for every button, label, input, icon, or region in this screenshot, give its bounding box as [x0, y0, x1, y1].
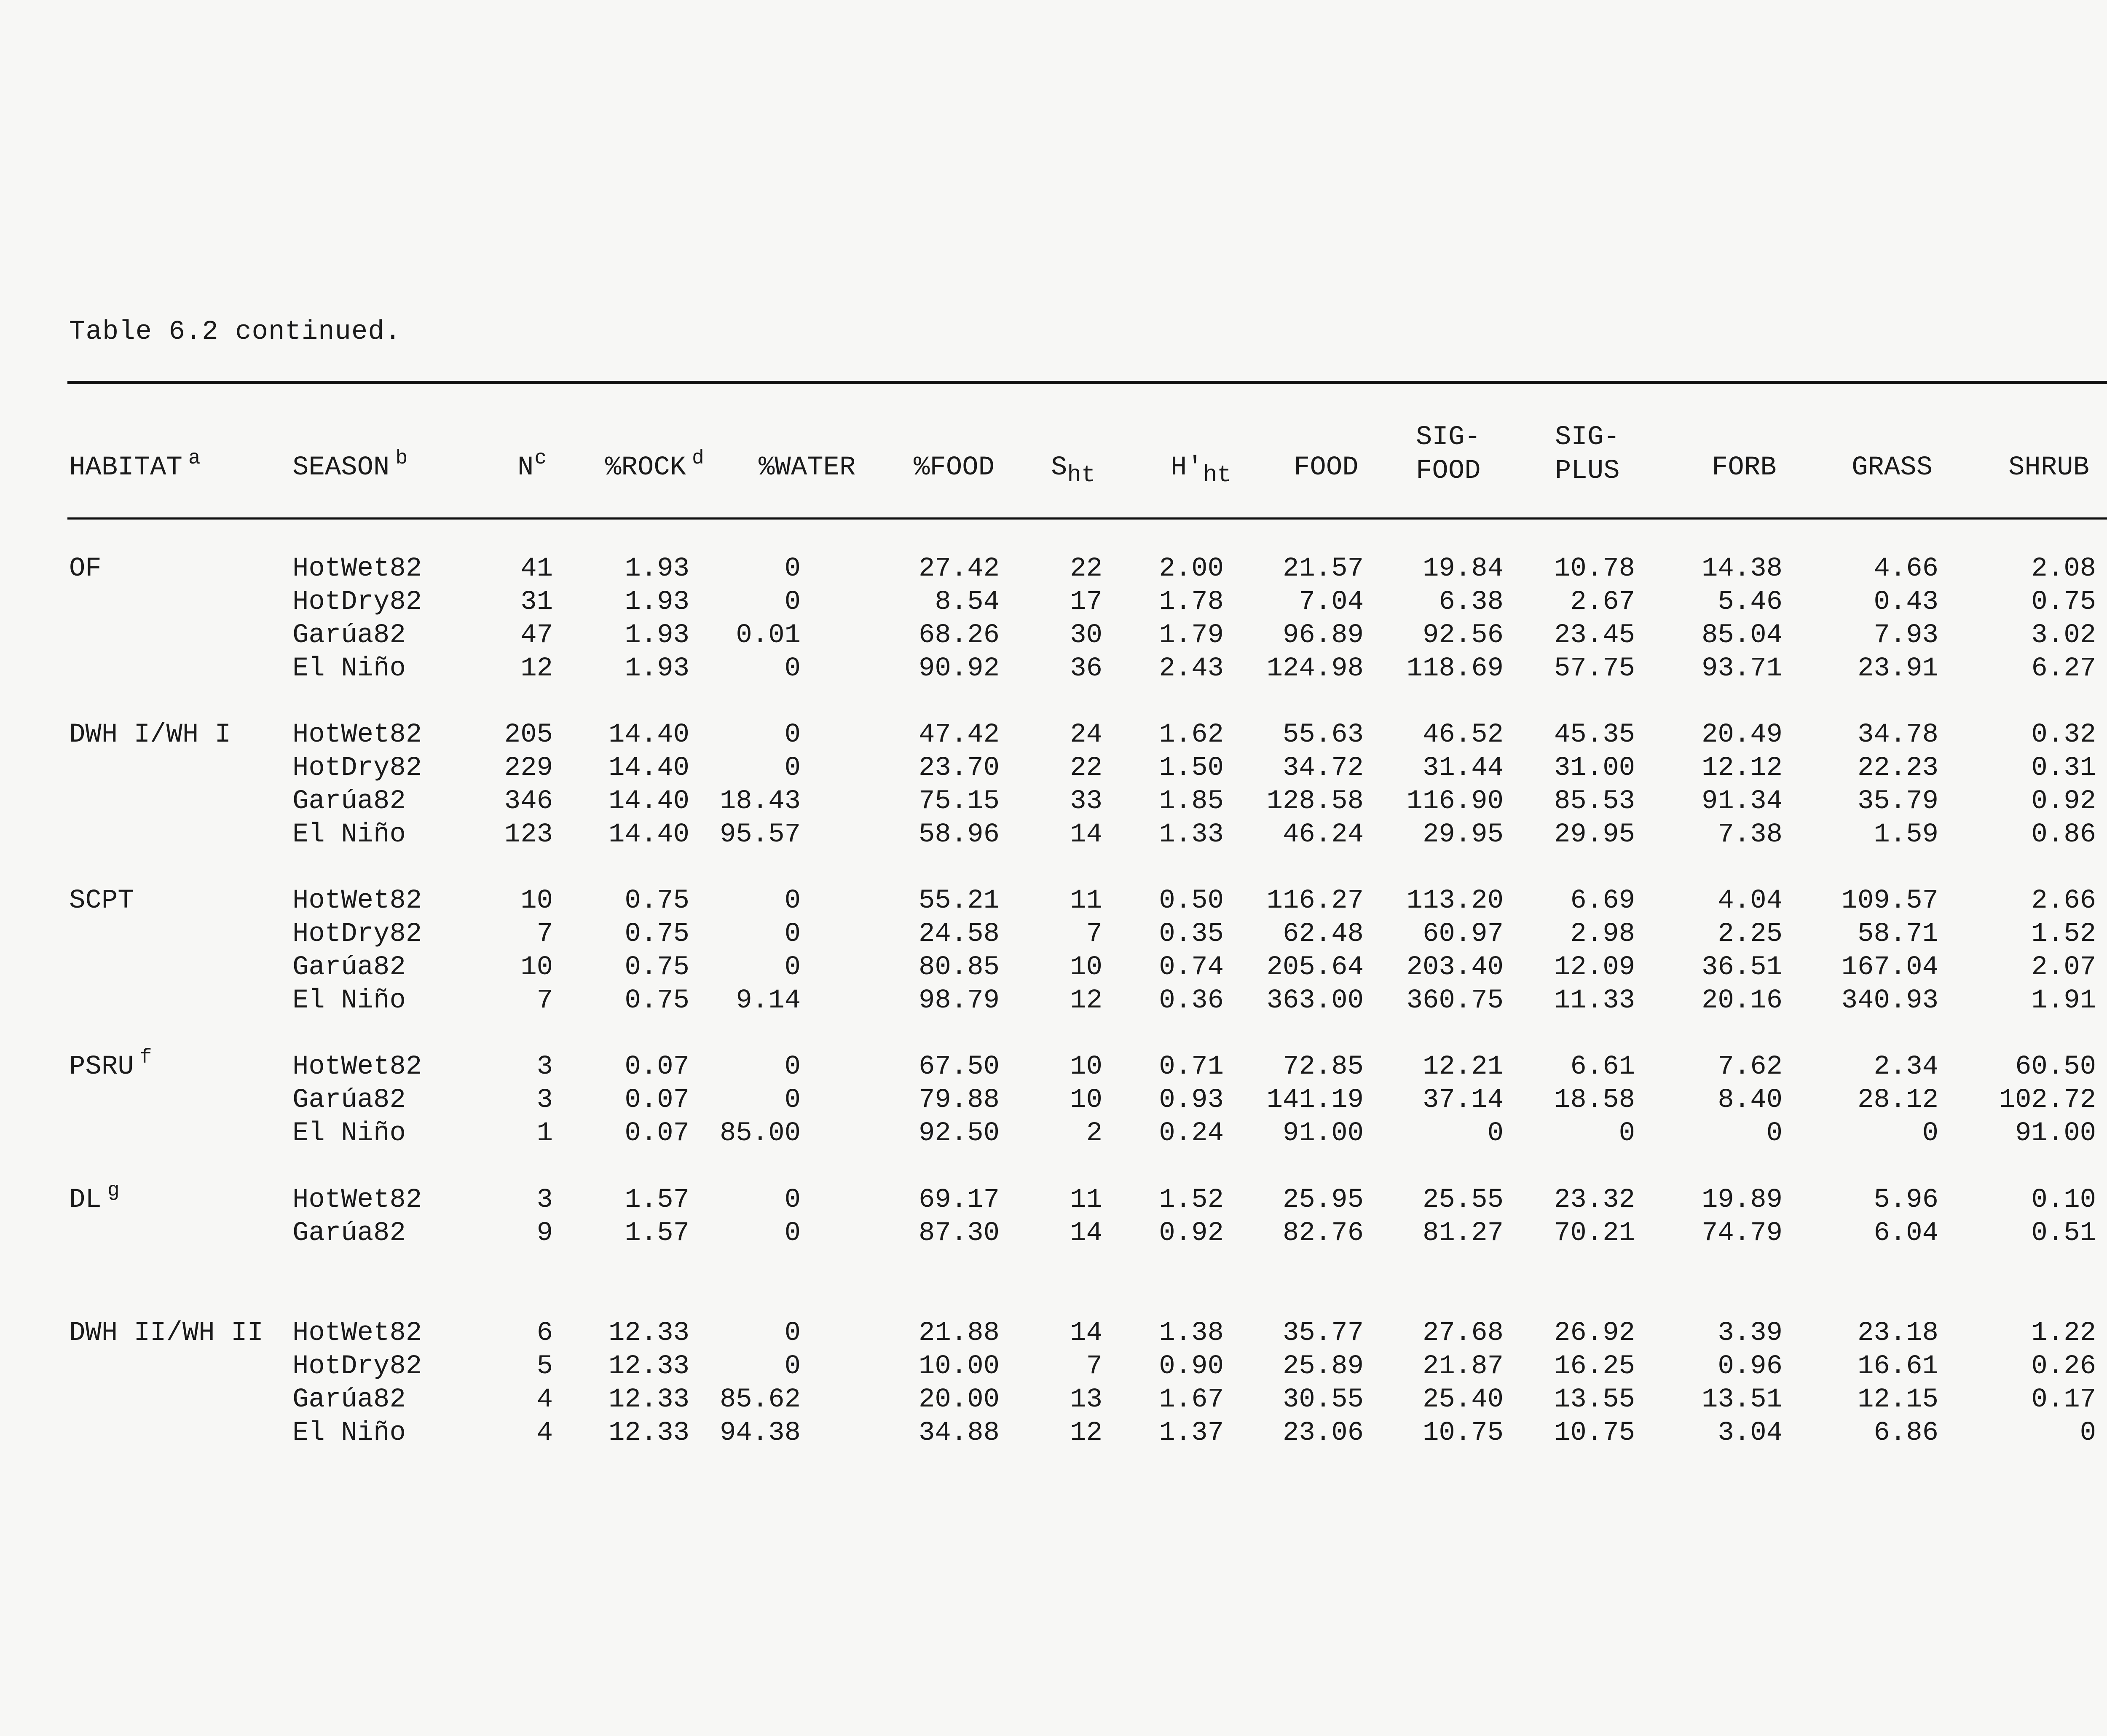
cell-sig-food: 12.21	[1422, 1052, 1504, 1082]
cell-water: 0	[784, 1085, 801, 1115]
cell-h-ht: 0.50	[1159, 886, 1224, 916]
cell-forb: 8.40	[1718, 1085, 1783, 1115]
habitat-label: SCPT	[69, 886, 134, 916]
cell-forb: 12.12	[1701, 753, 1783, 783]
cell-sig-plus: 31.00	[1554, 753, 1635, 783]
cell-forb: 5.46	[1718, 587, 1783, 617]
cell-shrub: 0.92	[2031, 786, 2096, 817]
cell-sig-food: 21.87	[1422, 1351, 1504, 1382]
cell-pfood: 23.70	[918, 753, 1000, 783]
header-shrub: SHRUB	[2008, 453, 2090, 483]
cell-grass: 4.66	[1874, 554, 1938, 584]
cell-n: 10	[520, 952, 553, 983]
season-label: Garúa82	[292, 1218, 406, 1248]
cell-shrub: 0.31	[2031, 753, 2096, 783]
cell-grass: 6.86	[1874, 1418, 1938, 1448]
cell-rock: 0.07	[625, 1085, 689, 1115]
cell-s-ht: 14	[1070, 1318, 1102, 1348]
cell-pfood: 24.58	[918, 919, 1000, 949]
season-label: El Niño	[292, 986, 406, 1016]
cell-h-ht: 2.00	[1159, 554, 1224, 584]
cell-n: 123	[504, 820, 553, 850]
cell-food: 30.55	[1282, 1385, 1364, 1415]
cell-food: 72.85	[1282, 1052, 1364, 1082]
cell-sig-food: 116.90	[1406, 786, 1504, 817]
cell-sig-food: 46.52	[1422, 720, 1504, 750]
cell-sig-plus: 29.95	[1554, 820, 1635, 850]
cell-rock: 12.33	[608, 1418, 689, 1448]
cell-sig-food: 203.40	[1406, 952, 1504, 983]
cell-n: 7	[536, 986, 553, 1016]
cell-rock: 1.93	[625, 587, 689, 617]
cell-water: 0.01	[736, 620, 801, 651]
cell-water: 85.00	[719, 1118, 801, 1149]
season-label: El Niño	[292, 1118, 406, 1149]
cell-food: 62.48	[1282, 919, 1364, 949]
cell-n: 6	[536, 1318, 553, 1348]
cell-sig-food: 113.20	[1406, 886, 1504, 916]
season-label: Garúa82	[292, 1085, 406, 1115]
cell-grass: 167.04	[1841, 952, 1938, 983]
cell-sig-food: 10.75	[1422, 1418, 1504, 1448]
season-label: Garúa82	[292, 952, 406, 983]
cell-n: 1	[536, 1118, 553, 1149]
cell-grass: 0	[1922, 1118, 1938, 1149]
cell-forb: 3.04	[1718, 1418, 1783, 1448]
cell-shrub: 2.07	[2031, 952, 2096, 983]
cell-water: 0	[784, 1351, 801, 1382]
cell-h-ht: 1.38	[1159, 1318, 1224, 1348]
cell-shrub: 1.52	[2031, 919, 2096, 949]
cell-food: 363.00	[1266, 986, 1364, 1016]
cell-sig-food: 92.56	[1422, 620, 1504, 651]
season-label: HotDry82	[292, 753, 422, 783]
cell-sig-plus: 12.09	[1554, 952, 1635, 983]
cell-water: 0	[784, 1052, 801, 1082]
cell-s-ht: 10	[1070, 1052, 1102, 1082]
cell-pfood: 98.79	[918, 986, 1000, 1016]
cell-s-ht: 11	[1070, 1185, 1102, 1215]
cell-shrub: 102.72	[1999, 1085, 2096, 1115]
cell-food: 91.00	[1282, 1118, 1364, 1149]
habitat-label: DWH I/WH I	[69, 720, 231, 750]
cell-grass: 35.79	[1857, 786, 1938, 817]
cell-rock: 0.07	[625, 1118, 689, 1149]
cell-forb: 36.51	[1701, 952, 1783, 983]
habitat-label: DWH II/WH II	[69, 1318, 263, 1348]
cell-grass: 1.59	[1874, 820, 1938, 850]
header-h-ht: H'ht	[1171, 453, 1232, 488]
cell-rock: 12.33	[608, 1385, 689, 1415]
cell-s-ht: 10	[1070, 1085, 1102, 1115]
cell-water: 0	[784, 654, 801, 684]
season-label: HotDry82	[292, 1351, 422, 1382]
cell-sig-food: 118.69	[1406, 654, 1504, 684]
cell-rock: 0.75	[625, 986, 689, 1016]
cell-sig-plus: 6.61	[1570, 1052, 1635, 1082]
cell-pfood: 90.92	[918, 654, 1000, 684]
cell-food: 34.72	[1282, 753, 1364, 783]
header-food: FOOD	[1294, 453, 1359, 483]
cell-forb: 19.89	[1701, 1185, 1783, 1215]
cell-s-ht: 2	[1086, 1118, 1102, 1149]
cell-n: 7	[536, 919, 553, 949]
cell-pfood: 34.88	[918, 1418, 1000, 1448]
cell-h-ht: 0.71	[1159, 1052, 1224, 1082]
cell-food: 124.98	[1266, 654, 1364, 684]
cell-h-ht: 1.33	[1159, 820, 1224, 850]
cell-sig-plus: 45.35	[1554, 720, 1635, 750]
cell-water: 0	[784, 919, 801, 949]
cell-sig-plus: 57.75	[1554, 654, 1635, 684]
cell-n: 3	[536, 1052, 553, 1082]
cell-pfood: 69.17	[918, 1185, 1000, 1215]
cell-s-ht: 22	[1070, 753, 1102, 783]
cell-rock: 1.93	[625, 620, 689, 651]
cell-grass: 7.93	[1874, 620, 1938, 651]
cell-sig-plus: 6.69	[1570, 886, 1635, 916]
cell-grass: 0.43	[1874, 587, 1938, 617]
cell-rock: 1.93	[625, 654, 689, 684]
season-label: El Niño	[292, 820, 406, 850]
cell-grass: 58.71	[1857, 919, 1938, 949]
cell-water: 0	[784, 587, 801, 617]
cell-rock: 12.33	[608, 1318, 689, 1348]
cell-h-ht: 0.74	[1159, 952, 1224, 983]
cell-s-ht: 14	[1070, 1218, 1102, 1248]
cell-food: 128.58	[1266, 786, 1364, 817]
cell-s-ht: 33	[1070, 786, 1102, 817]
cell-forb: 0	[1766, 1118, 1783, 1149]
cell-forb: 14.38	[1701, 554, 1783, 584]
cell-grass: 28.12	[1857, 1085, 1938, 1115]
cell-pfood: 8.54	[935, 587, 1000, 617]
cell-n: 3	[536, 1185, 553, 1215]
cell-n: 10	[520, 886, 553, 916]
cell-s-ht: 17	[1070, 587, 1102, 617]
cell-grass: 34.78	[1857, 720, 1938, 750]
cell-water: 18.43	[719, 786, 801, 817]
cell-sig-plus: 10.78	[1554, 554, 1635, 584]
cell-n: 4	[536, 1418, 553, 1448]
cell-sig-plus: 70.21	[1554, 1218, 1635, 1248]
cell-forb: 74.79	[1701, 1218, 1783, 1248]
cell-h-ht: 1.85	[1159, 786, 1224, 817]
cell-grass: 340.93	[1841, 986, 1938, 1016]
cell-h-ht: 2.43	[1159, 654, 1224, 684]
header-habitat: HABITAT $^a$	[69, 447, 201, 483]
cell-n: 229	[504, 753, 553, 783]
season-label: Garúa82	[292, 786, 406, 817]
cell-grass: 23.18	[1857, 1318, 1938, 1348]
cell-h-ht: 1.62	[1159, 720, 1224, 750]
cell-sig-food: 19.84	[1422, 554, 1504, 584]
cell-h-ht: 1.67	[1159, 1385, 1224, 1415]
cell-s-ht: 7	[1086, 1351, 1102, 1382]
header-n: $N^c$	[517, 447, 547, 483]
table-caption: Table 6.2 continued.	[69, 317, 402, 347]
cell-shrub: 1.91	[2031, 986, 2096, 1016]
cell-s-ht: 13	[1070, 1385, 1102, 1415]
cell-h-ht: 1.50	[1159, 753, 1224, 783]
cell-food: 23.06	[1282, 1418, 1364, 1448]
cell-n: 31	[520, 587, 553, 617]
cell-forb: 7.38	[1718, 820, 1783, 850]
cell-n: 9	[536, 1218, 553, 1248]
season-label: HotWet82	[292, 1318, 422, 1348]
header-sig-plus: SIG- PLUS	[1555, 422, 1620, 486]
cell-grass: 5.96	[1874, 1185, 1938, 1215]
cell-forb: 20.49	[1701, 720, 1783, 750]
season-label: Garúa82	[292, 620, 406, 651]
cell-pfood: 92.50	[918, 1118, 1000, 1149]
cell-pfood: 79.88	[918, 1085, 1000, 1115]
season-label: HotDry82	[292, 587, 422, 617]
cell-rock: 14.40	[608, 753, 689, 783]
cell-h-ht: 0.92	[1159, 1218, 1224, 1248]
cell-sig-food: 31.44	[1422, 753, 1504, 783]
cell-s-ht: 7	[1086, 919, 1102, 949]
cell-h-ht: 0.90	[1159, 1351, 1224, 1382]
cell-pfood: 10.00	[918, 1351, 1000, 1382]
cell-s-ht: 36	[1070, 654, 1102, 684]
cell-water: 9.14	[736, 986, 801, 1016]
cell-shrub: 60.50	[2015, 1052, 2096, 1082]
cell-water: 0	[784, 1185, 801, 1215]
cell-shrub: 0	[2080, 1418, 2096, 1448]
cell-sig-food: 27.68	[1422, 1318, 1504, 1348]
season-label: HotWet82	[292, 886, 422, 916]
cell-sig-food: 37.14	[1422, 1085, 1504, 1115]
habitat-label: OF	[69, 554, 102, 584]
cell-sig-plus: 85.53	[1554, 786, 1635, 817]
cell-food: 116.27	[1266, 886, 1364, 916]
cell-sig-food: 25.40	[1422, 1385, 1504, 1415]
cell-pfood: 87.30	[918, 1218, 1000, 1248]
cell-grass: 16.61	[1857, 1351, 1938, 1382]
cell-h-ht: 0.35	[1159, 919, 1224, 949]
cell-water: 0	[784, 886, 801, 916]
cell-pfood: 75.15	[918, 786, 1000, 817]
header-s-ht: Sht	[1051, 453, 1096, 488]
cell-h-ht: 0.93	[1159, 1085, 1224, 1115]
cell-forb: 0.96	[1718, 1351, 1783, 1382]
cell-n: 41	[520, 554, 553, 584]
cell-sig-plus: 16.25	[1554, 1351, 1635, 1382]
cell-grass: 12.15	[1857, 1385, 1938, 1415]
cell-shrub: 2.66	[2031, 886, 2096, 916]
cell-forb: 3.39	[1718, 1318, 1783, 1348]
habitat-label: DL $^g$	[69, 1179, 120, 1215]
cell-shrub: 2.08	[2031, 554, 2096, 584]
cell-sig-plus: 2.98	[1570, 919, 1635, 949]
season-label: HotWet82	[292, 1052, 422, 1082]
cell-forb: 85.04	[1701, 620, 1783, 651]
cell-pfood: 80.85	[918, 952, 1000, 983]
cell-rock: 0.75	[625, 952, 689, 983]
cell-s-ht: 11	[1070, 886, 1102, 916]
cell-sig-food: 0	[1487, 1118, 1504, 1149]
cell-shrub: 0.75	[2031, 587, 2096, 617]
cell-pfood: 58.96	[918, 820, 1000, 850]
cell-s-ht: 22	[1070, 554, 1102, 584]
cell-water: 0	[784, 952, 801, 983]
cell-grass: 109.57	[1841, 886, 1938, 916]
cell-shrub: 0.10	[2031, 1185, 2096, 1215]
cell-h-ht: 1.52	[1159, 1185, 1224, 1215]
cell-pfood: 27.42	[918, 554, 1000, 584]
cell-s-ht: 24	[1070, 720, 1102, 750]
cell-rock: 14.40	[608, 820, 689, 850]
cell-food: 55.63	[1282, 720, 1364, 750]
cell-food: 46.24	[1282, 820, 1364, 850]
season-label: Garúa82	[292, 1385, 406, 1415]
cell-sig-plus: 23.32	[1554, 1185, 1635, 1215]
cell-s-ht: 12	[1070, 1418, 1102, 1448]
cell-sig-food: 360.75	[1406, 986, 1504, 1016]
cell-forb: 91.34	[1701, 786, 1783, 817]
cell-sig-plus: 18.58	[1554, 1085, 1635, 1115]
cell-shrub: 91.00	[2015, 1118, 2096, 1149]
cell-h-ht: 1.37	[1159, 1418, 1224, 1448]
cell-sig-plus: 26.92	[1554, 1318, 1635, 1348]
habitat-label: PSRU $^f$	[69, 1046, 152, 1082]
header-grass: GRASS	[1852, 453, 1933, 483]
cell-sig-plus: 10.75	[1554, 1418, 1635, 1448]
cell-h-ht: 0.36	[1159, 986, 1224, 1016]
cell-forb: 20.16	[1701, 986, 1783, 1016]
cell-rock: 14.40	[608, 786, 689, 817]
cell-pfood: 68.26	[918, 620, 1000, 651]
cell-n: 3	[536, 1085, 553, 1115]
cell-sig-food: 81.27	[1422, 1218, 1504, 1248]
cell-sig-food: 25.55	[1422, 1185, 1504, 1215]
cell-forb: 2.25	[1718, 919, 1783, 949]
cell-h-ht: 1.78	[1159, 587, 1224, 617]
cell-s-ht: 30	[1070, 620, 1102, 651]
cell-sig-plus: 11.33	[1554, 986, 1635, 1016]
header-pfood: %FOOD	[914, 453, 995, 483]
cell-shrub: 0.51	[2031, 1218, 2096, 1248]
cell-water: 95.57	[719, 820, 801, 850]
cell-rock: 1.93	[625, 554, 689, 584]
header-rock: %ROCK $^d$	[605, 447, 704, 483]
season-label: HotWet82	[292, 720, 422, 750]
cell-s-ht: 12	[1070, 986, 1102, 1016]
cell-grass: 6.04	[1874, 1218, 1938, 1248]
cell-shrub: 0.32	[2031, 720, 2096, 750]
cell-grass: 2.34	[1874, 1052, 1938, 1082]
cell-forb: 93.71	[1701, 654, 1783, 684]
cell-pfood: 21.88	[918, 1318, 1000, 1348]
cell-water: 0	[784, 753, 801, 783]
cell-n: 47	[520, 620, 553, 651]
cell-rock: 1.57	[625, 1185, 689, 1215]
cell-rock: 0.07	[625, 1052, 689, 1082]
cell-forb: 13.51	[1701, 1385, 1783, 1415]
cell-sig-food: 6.38	[1439, 587, 1504, 617]
cell-water: 94.38	[719, 1418, 801, 1448]
cell-h-ht: 1.79	[1159, 620, 1224, 651]
cell-n: 12	[520, 654, 553, 684]
cell-forb: 7.62	[1718, 1052, 1783, 1082]
cell-shrub: 6.27	[2031, 654, 2096, 684]
cell-food: 205.64	[1266, 952, 1364, 983]
header-season: SEASON $^b$	[292, 447, 408, 483]
cell-food: 25.95	[1282, 1185, 1364, 1215]
cell-n: 205	[504, 720, 553, 750]
cell-water: 0	[784, 720, 801, 750]
header-water: %WATER	[759, 453, 856, 483]
season-label: El Niño	[292, 1418, 406, 1448]
cell-water: 0	[784, 554, 801, 584]
cell-forb: 4.04	[1718, 886, 1783, 916]
cell-shrub: 0.17	[2031, 1385, 2096, 1415]
season-label: HotWet82	[292, 1185, 422, 1215]
cell-water: 0	[784, 1218, 801, 1248]
cell-shrub: 1.22	[2031, 1318, 2096, 1348]
cell-rock: 0.75	[625, 886, 689, 916]
season-label: HotWet82	[292, 554, 422, 584]
cell-rock: 1.57	[625, 1218, 689, 1248]
cell-s-ht: 10	[1070, 952, 1102, 983]
cell-shrub: 3.02	[2031, 620, 2096, 651]
cell-food: 82.76	[1282, 1218, 1364, 1248]
cell-food: 96.89	[1282, 620, 1364, 651]
cell-sig-food: 60.97	[1422, 919, 1504, 949]
cell-shrub: 0.26	[2031, 1351, 2096, 1382]
cell-pfood: 20.00	[918, 1385, 1000, 1415]
cell-pfood: 47.42	[918, 720, 1000, 750]
cell-pfood: 55.21	[918, 886, 1000, 916]
cell-food: 35.77	[1282, 1318, 1364, 1348]
season-label: HotDry82	[292, 919, 422, 949]
cell-grass: 23.91	[1857, 654, 1938, 684]
cell-food: 25.89	[1282, 1351, 1364, 1382]
cell-food: 141.19	[1266, 1085, 1364, 1115]
cell-pfood: 67.50	[918, 1052, 1000, 1082]
cell-n: 4	[536, 1385, 553, 1415]
cell-shrub: 0.86	[2031, 820, 2096, 850]
cell-rock: 12.33	[608, 1351, 689, 1382]
cell-sig-food: 29.95	[1422, 820, 1504, 850]
cell-sig-plus: 0	[1619, 1118, 1635, 1149]
cell-water: 0	[784, 1318, 801, 1348]
cell-n: 346	[504, 786, 553, 817]
header-sig-food: SIG- FOOD	[1416, 422, 1481, 486]
cell-food: 21.57	[1282, 554, 1364, 584]
cell-food: 7.04	[1299, 587, 1364, 617]
cell-h-ht: 0.24	[1159, 1118, 1224, 1149]
cell-rock: 0.75	[625, 919, 689, 949]
cell-sig-plus: 13.55	[1554, 1385, 1635, 1415]
cell-sig-plus: 2.67	[1570, 587, 1635, 617]
cell-water: 85.62	[719, 1385, 801, 1415]
cell-grass: 22.23	[1857, 753, 1938, 783]
season-label: El Niño	[292, 654, 406, 684]
cell-sig-plus: 23.45	[1554, 620, 1635, 651]
cell-s-ht: 14	[1070, 820, 1102, 850]
cell-rock: 14.40	[608, 720, 689, 750]
header-forb: FORB	[1712, 453, 1777, 483]
cell-n: 5	[536, 1351, 553, 1382]
